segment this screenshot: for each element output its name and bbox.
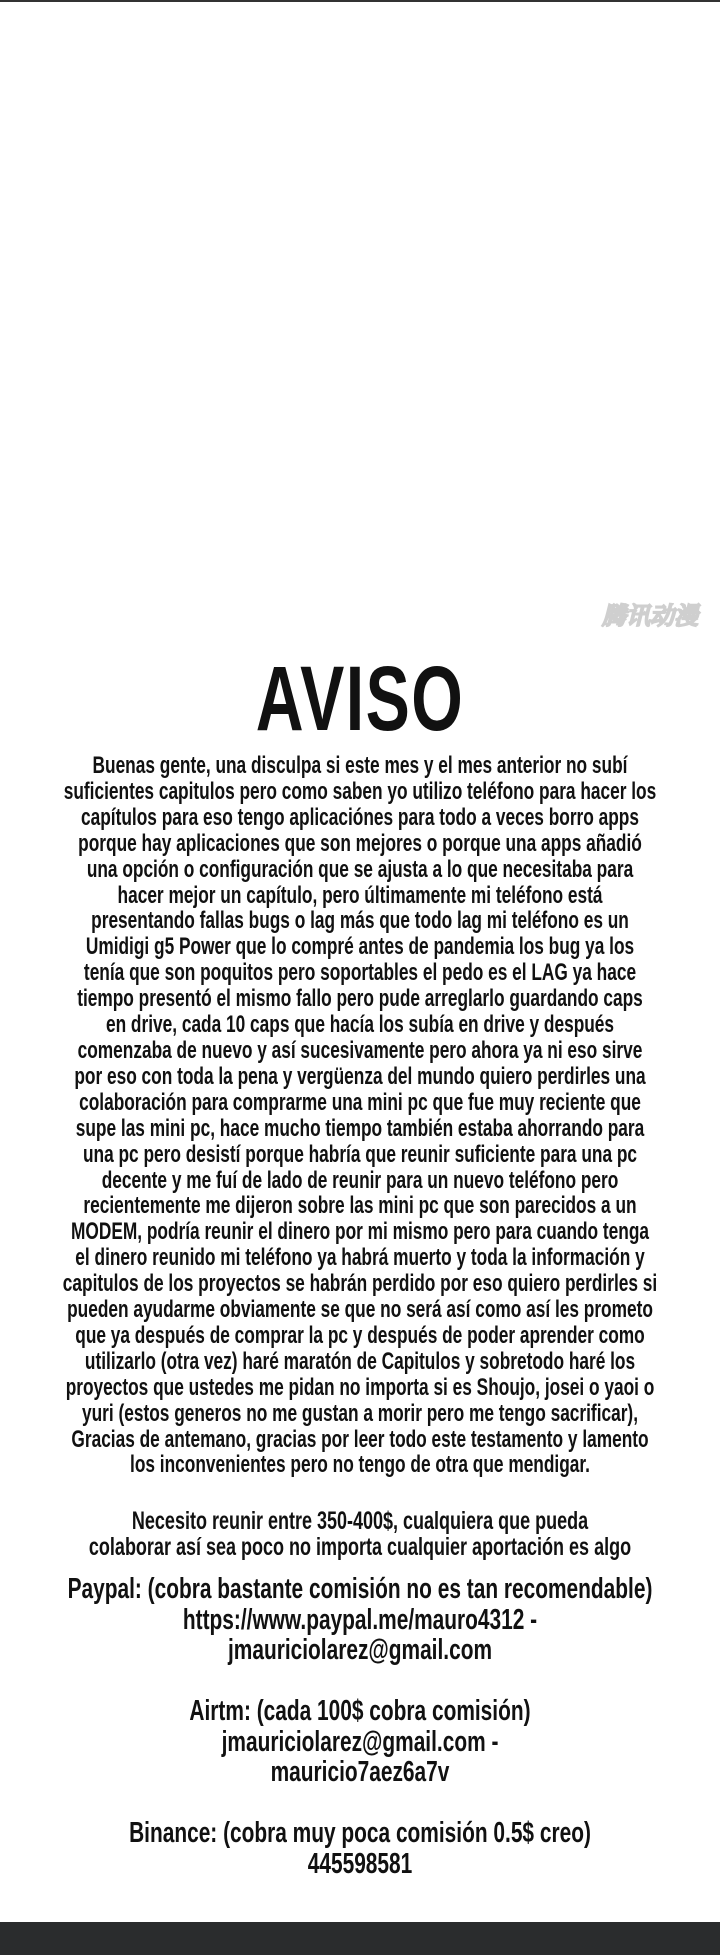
- text-line: Buenas gente, una disculpa si este mes y el mes anterior no subí: [92, 752, 628, 779]
- notice-title: AVISO: [255, 648, 465, 750]
- text-line: por eso con toda la pena y vergüenza del mundo quiero perdirles una: [74, 1062, 646, 1090]
- text-line: yuri (estos generos no me gustan a morir pero me tengo sacrificar),: [82, 1399, 638, 1427]
- text-line: capitulos de los proyectos se habrán perdido por eso quiero perdirles si: [62, 1270, 658, 1298]
- watermark-logo: [594, 600, 706, 630]
- paypal-label: Paypal: (cobra bastante comisión no es tan recomendable): [67, 1573, 653, 1605]
- text-line: colaboración para comprarme una mini pc que fue muy reciente que: [79, 1088, 641, 1116]
- text-line: porque hay aplicaciones que son mejores o porque una apps añadió: [78, 829, 642, 857]
- text-line: tenía que son poquitos pero soportables el pedo es el LAG ya hace: [83, 959, 637, 987]
- text-line: pueden ayudarme obviamente se que no será así como así les prometo: [67, 1296, 653, 1324]
- text-line: Umidigi g5 Power que lo compré antes de pandemia los bug ya los: [85, 933, 635, 961]
- text-line: una pc pero desistí porque habría que reunir suficiente para una pc: [82, 1140, 638, 1168]
- text-line: supe las mini pc, hace mucho tiempo también estaba ahorrando para: [75, 1114, 645, 1142]
- text-line: comenzaba de nuevo y así sucesivamente pero ahora ya ni eso sirve: [77, 1036, 643, 1064]
- binance-label: Binance: (cobra muy poca comisión 0.5$ creo): [129, 1817, 591, 1849]
- text-line: MODEM, podría reunir el dinero por mi mismo pero para cuando tenga: [70, 1218, 650, 1246]
- paypal-link[interactable]: https://www.paypal.me/mauro4312 -: [182, 1603, 538, 1636]
- svg-text:腾讯动漫: 腾讯动漫: [602, 602, 698, 630]
- fundraising-goal: [0, 1508, 720, 1560]
- text-line: hacer mejor un capítulo, pero últimamente mi teléfono está: [117, 881, 603, 909]
- text-line: los inconvenientes pero no tengo de otra que mendigar.: [130, 1451, 590, 1479]
- text-line: proyectos que ustedes me pidan no importa si es Shoujo, josei o yaoi o: [65, 1373, 655, 1401]
- binance-id: 445598581: [307, 1847, 413, 1880]
- text-line: capítulos para eso tengo aplicaciónes para todo a veces borro apps: [81, 803, 639, 831]
- text-line: colaborar así sea poco no importa cualquier aportación es algo: [88, 1533, 632, 1561]
- paypal-email: jmauriciolarez@gmail.com: [227, 1634, 493, 1666]
- payment-methods: [0, 1574, 720, 1879]
- text-line: utilizarlo (otra vez) haré maratón de Capitulos y sobretodo haré los: [84, 1347, 636, 1375]
- notice-body: [0, 753, 720, 1478]
- text-line: presentando fallas bugs o lag más que todo lag mi teléfono es un: [91, 907, 629, 935]
- text-line: tiempo presentó el mismo fallo pero pude arreglarlo guardando caps: [77, 985, 643, 1013]
- text-line: una opción o configuración que se ajusta a lo que necesitaba para: [86, 855, 634, 883]
- airtm-user: mauricio7aez6a7v: [270, 1756, 450, 1788]
- top-border: [0, 0, 720, 2]
- text-line: que ya después de comprar la pc y después de poder aprender como: [75, 1321, 645, 1349]
- text-line: el dinero reunido mi teléfono ya habrá muerto y toda la información y: [75, 1244, 645, 1272]
- text-line: Necesito reunir entre 350-400$, cualquiera que pueda: [131, 1507, 589, 1535]
- text-line: en drive, cada 10 caps que hacía los subía en drive y después: [105, 1011, 615, 1039]
- airtm-label: Airtm: (cada 100$ cobra comisión): [189, 1695, 531, 1727]
- airtm-email: jmauriciolarez@gmail.com -: [221, 1725, 499, 1758]
- text-line: decente y me fuí de lado de reunir para un nuevo teléfono pero: [101, 1166, 619, 1194]
- text-line: suficientes capitulos pero como saben yo utilizo teléfono para hacer los: [63, 777, 657, 805]
- text-line: Gracias de antemano, gracias por leer todo este testamento y lamento: [71, 1425, 649, 1453]
- text-line: recientemente me dijeron sobre las mini pc que son parecidos a un: [83, 1192, 637, 1220]
- bottom-bar: [0, 1922, 720, 1955]
